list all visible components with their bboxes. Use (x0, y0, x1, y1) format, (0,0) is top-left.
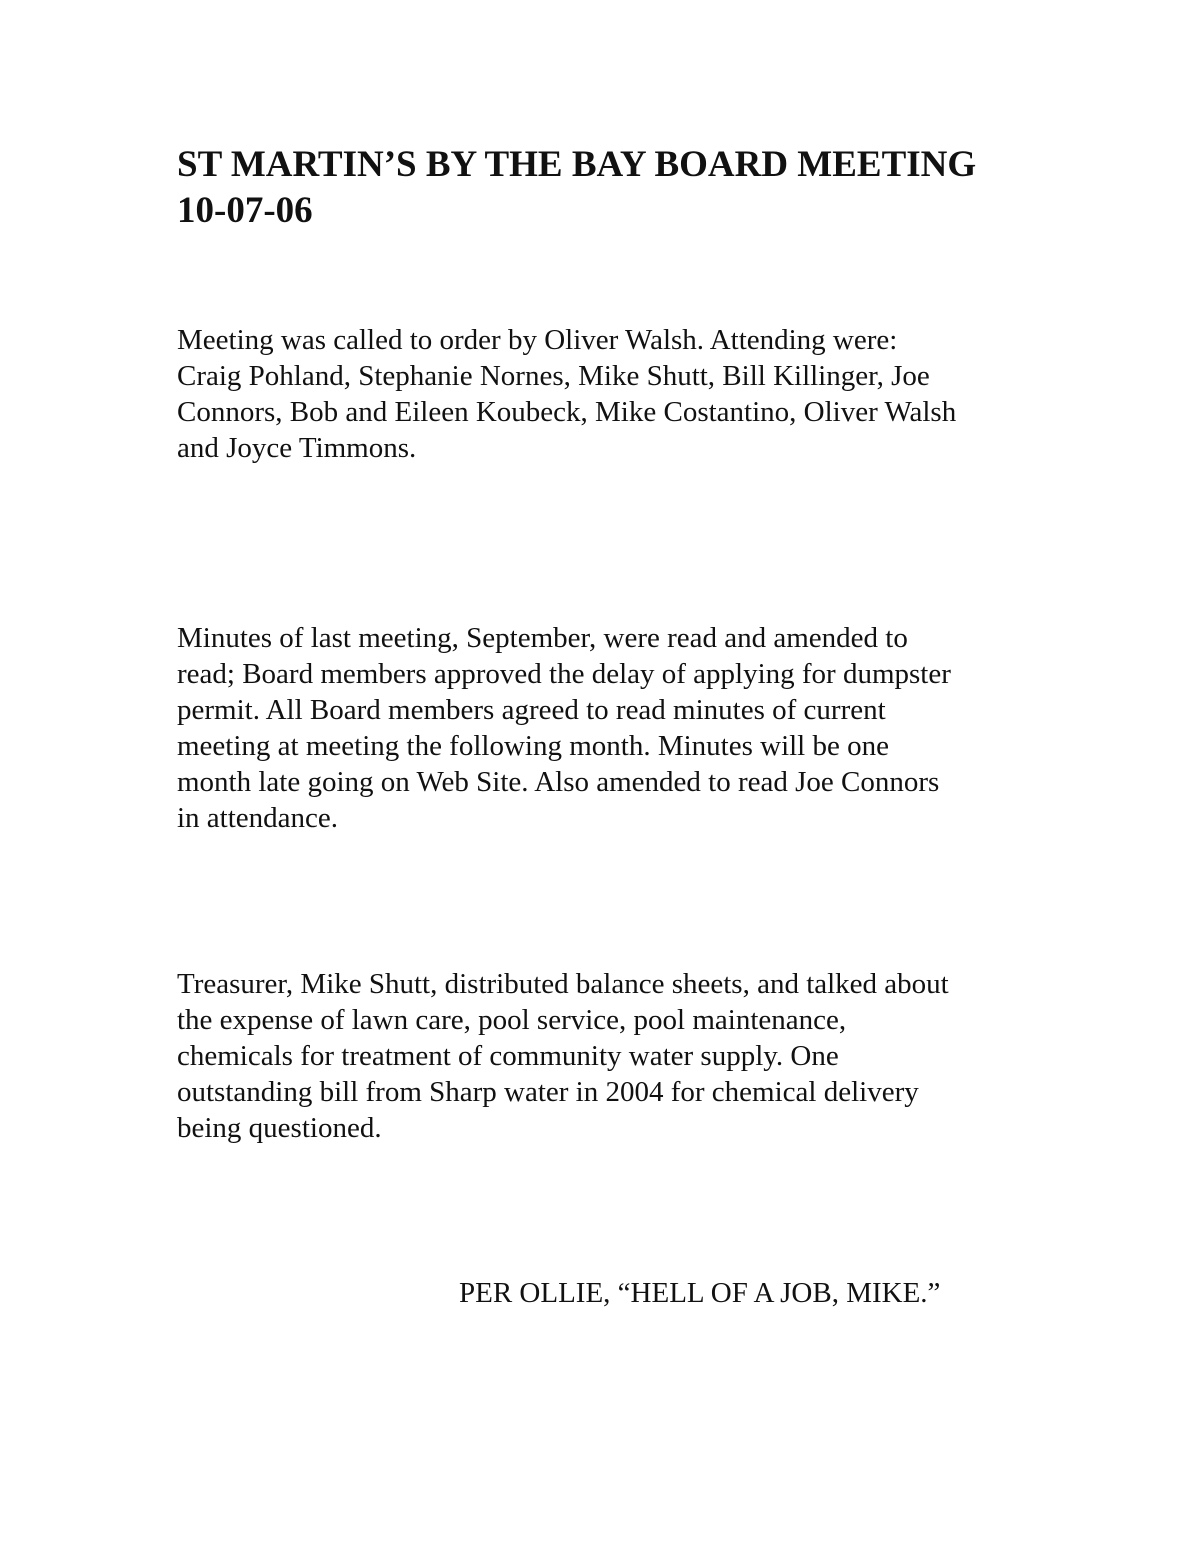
paragraph-line: Treasurer, Mike Shutt, distributed balance sheets, and talked about (177, 968, 949, 1000)
attendance-paragraph (177, 322, 1057, 466)
paragraph-line: and Joyce Timmons. (177, 432, 417, 464)
title-line-organization: ST MARTIN’S BY THE BAY BOARD MEETING (177, 144, 977, 185)
document-title (177, 142, 1077, 234)
paragraph-line: chemicals for treatment of community water supply. One (177, 1040, 839, 1072)
minutes-paragraph (177, 620, 1057, 836)
paragraph-line: month late going on Web Site. Also amended to read Joe Connors (177, 766, 940, 798)
title-line-date: 10-07-06 (177, 190, 313, 231)
paragraph-line: being questioned. (177, 1112, 382, 1144)
paragraph-line: Craig Pohland, Stephanie Nornes, Mike Shutt, Bill Killinger, Joe (177, 360, 930, 392)
paragraph-line: Connors, Bob and Eileen Koubeck, Mike Costantino, Oliver Walsh (177, 396, 957, 428)
paragraph-line: Minutes of last meeting, September, were read and amended to (177, 622, 908, 654)
paragraph-line: read; Board members approved the delay of applying for dumpster (177, 658, 951, 690)
paragraph-line: in attendance. (177, 802, 339, 834)
paragraph-line: the expense of lawn care, pool service, pool maintenance, (177, 1004, 847, 1036)
paragraph-line: meeting at meeting the following month. Minutes will be one (177, 730, 889, 762)
paragraph-line: Meeting was called to order by Oliver Walsh. Attending were: (177, 324, 898, 356)
paragraph-line: permit. All Board members agreed to read minutes of current (177, 694, 886, 726)
paragraph-line: outstanding bill from Sharp water in 2004 for chemical delivery (177, 1076, 919, 1108)
treasurer-paragraph (177, 966, 1057, 1146)
closing-quote: PER OLLIE, “HELL OF A JOB, MIKE.” (459, 1277, 941, 1309)
